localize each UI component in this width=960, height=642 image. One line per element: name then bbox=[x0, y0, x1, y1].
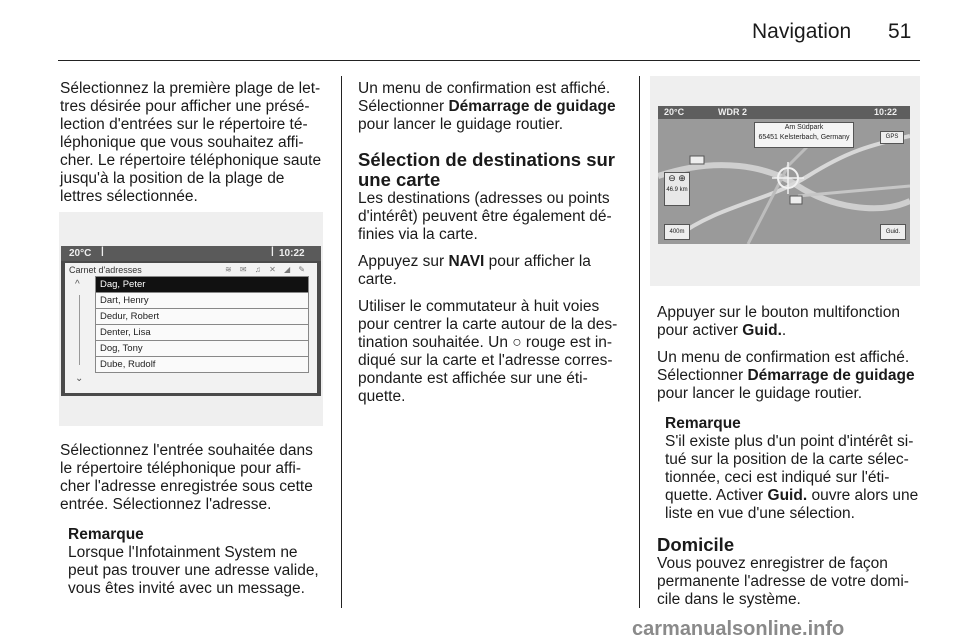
page-title: Navigation bbox=[752, 20, 852, 43]
phonebook-title: Carnet d'adresses bbox=[69, 265, 142, 275]
section-heading: Sélection de destinations sur une carte bbox=[358, 149, 616, 190]
col1-paragraph-1: Sélectionnez la première plage de let-tres désirée pour afficher une présé-lection d'entrées sur le répertoire té-léphonique que vous souhaitez affi-cher. Le répertoire téléphonique saute jusqu'à la position de la plage de lettres sélectionnée. bbox=[60, 80, 322, 205]
text-run: pour afficher la carte. bbox=[358, 253, 591, 288]
temperature: 20°C bbox=[664, 107, 685, 117]
text-run: Appuyer sur le bouton multifonction pour activer bbox=[657, 304, 900, 339]
column-2 bbox=[358, 80, 630, 406]
phonebook-list bbox=[95, 276, 309, 373]
column-1-lower bbox=[60, 442, 328, 598]
text-run: S'il existe plus d'un point d'intérêt si-tué sur la position de la carte sélec-tionnée, ceci est indiqué sur l'éti-quette. Activer bbox=[665, 433, 914, 504]
scroll-up-icon[interactable]: ^ bbox=[75, 279, 80, 290]
gps-button[interactable]: GPS bbox=[880, 131, 904, 144]
scroll-down-icon[interactable]: ⌄ bbox=[75, 373, 84, 384]
address-line: Am Südpark bbox=[784, 124, 824, 131]
bold-term: Démarrage de guidage bbox=[747, 367, 915, 384]
scroll-track[interactable] bbox=[79, 295, 80, 365]
column-1 bbox=[60, 80, 328, 206]
status-divider: | bbox=[271, 246, 274, 257]
address-line: 65451 Kelsterbach, Germany bbox=[758, 134, 850, 141]
col2-paragraph-4: Utiliser le commutateur à huit voies pour centrer la carte autour de la des-tination souhaitée. Un ○ rouge est in-diqué sur la carte et l'adresse corres-pondante est affichée sur une éti-quette. bbox=[358, 298, 618, 405]
col3-paragraph-3: Vous pouvez enregistrer de façon permanente l'adresse de votre domi-cile dans le système. bbox=[657, 555, 909, 608]
status-bar bbox=[658, 106, 910, 119]
text-run: pour lancer le guidage routier. bbox=[358, 116, 564, 133]
page-number: 51 bbox=[888, 20, 912, 43]
note-title: Remarque bbox=[68, 526, 144, 543]
temperature: 20°C bbox=[69, 248, 92, 259]
col1-paragraph-2: Sélectionnez l'entrée souhaitée dans le répertoire téléphonique pour affi-cher l'adresse enregistrée sous cette entrée. Sélectionnez l'adresse. bbox=[60, 442, 313, 513]
col2-paragraph-3 bbox=[358, 253, 630, 289]
address-label bbox=[754, 122, 854, 148]
list-item[interactable]: Dube, Rudolf bbox=[95, 356, 309, 373]
col3-paragraph-1 bbox=[657, 304, 923, 340]
phonebook-screen bbox=[61, 246, 321, 396]
col2-paragraph-2: Les destinations (adresses ou points d'intérêt) peuvent être également dé-finies via la carte. bbox=[358, 190, 612, 243]
section-heading: Domicile bbox=[657, 534, 735, 555]
status-divider: | bbox=[101, 246, 104, 257]
column-divider-2 bbox=[639, 76, 640, 608]
list-item[interactable]: Dag, Peter bbox=[95, 276, 309, 292]
column-3 bbox=[657, 304, 923, 609]
station-title: WDR 2 bbox=[718, 107, 747, 117]
column-divider-1 bbox=[341, 76, 342, 608]
watermark: carmanualsonline.info bbox=[632, 618, 845, 640]
note-box bbox=[60, 526, 328, 598]
list-item[interactable]: Dedur, Robert bbox=[95, 308, 309, 324]
map-screenshot bbox=[650, 76, 920, 286]
zoom-control[interactable]: ⊖ ⊕ 46.9 km bbox=[664, 172, 690, 206]
note-text bbox=[665, 433, 923, 523]
col2-paragraph-1 bbox=[358, 80, 630, 134]
scale-indicator: 400m bbox=[664, 224, 690, 240]
header-rule bbox=[58, 60, 920, 61]
bold-term: NAVI bbox=[448, 253, 485, 270]
bold-term: Démarrage de guidage bbox=[448, 98, 616, 115]
phonebook-screenshot bbox=[59, 212, 323, 426]
note-title: Remarque bbox=[665, 415, 741, 432]
list-item[interactable]: Dart, Henry bbox=[95, 292, 309, 308]
status-bar bbox=[61, 246, 321, 261]
col3-paragraph-2 bbox=[657, 349, 923, 403]
clock: 10:22 bbox=[874, 107, 898, 117]
zoom-label: 46.9 km bbox=[666, 187, 688, 193]
map-screen bbox=[658, 106, 910, 244]
bold-term: Guid. bbox=[767, 487, 808, 504]
bold-term: Guid. bbox=[742, 322, 782, 339]
list-item[interactable]: Denter, Lisa bbox=[95, 324, 309, 340]
note-text: Lorsque l'Infotainment System ne peut pas trouver une adresse valide, vous êtes invité avec un message. bbox=[68, 544, 319, 597]
guid-button[interactable]: Guid. bbox=[880, 224, 906, 240]
status-icons: ≋ ✉ ♫ ✕ ◢ ✎ bbox=[225, 265, 309, 274]
text-run: Appuyez sur bbox=[358, 253, 449, 270]
clock: 10:22 bbox=[279, 248, 305, 259]
list-item[interactable]: Dog, Tony bbox=[95, 340, 309, 356]
text-run: Un menu de confirmation est affiché. Sélectionner bbox=[657, 349, 910, 384]
text-run: . bbox=[781, 322, 787, 339]
text-run: pour lancer le guidage routier. bbox=[657, 385, 863, 402]
page-header bbox=[0, 0, 960, 62]
note-box bbox=[657, 415, 923, 523]
text-run: Un menu de confirmation est affiché. Sélectionner bbox=[358, 80, 611, 115]
text-run: ouvre alors une liste en vue d'une sélection. bbox=[665, 487, 919, 522]
phonebook-panel bbox=[65, 263, 317, 393]
